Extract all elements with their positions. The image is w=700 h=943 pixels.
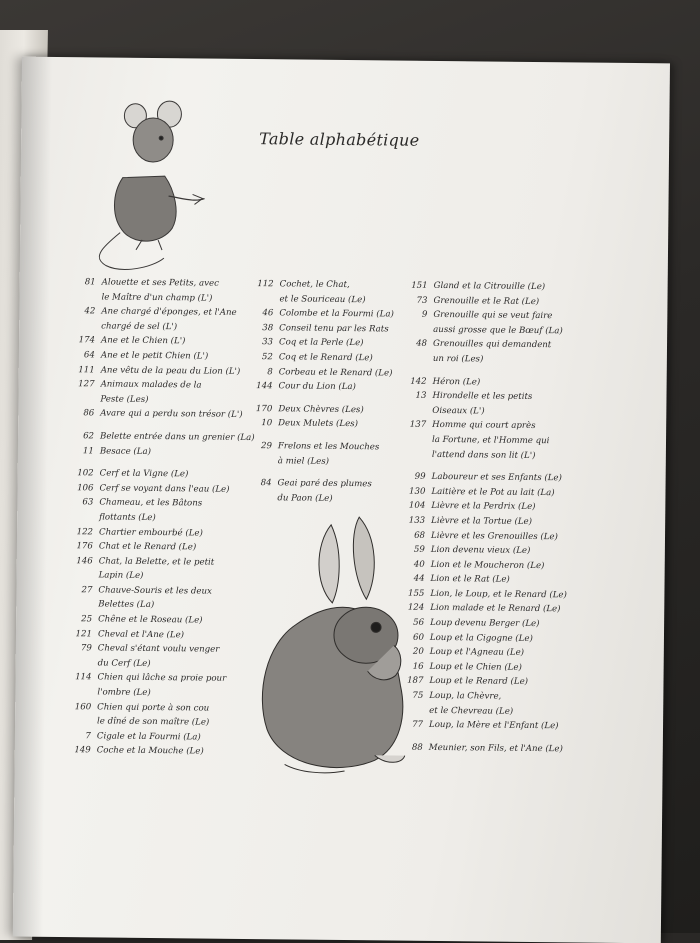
fable-title-line: chargé de sel (L'): [101, 321, 178, 333]
page-number: 122: [76, 526, 94, 537]
index-entry: [246, 379, 421, 395]
fable-title-line: et le Souriceau (Le): [279, 293, 366, 305]
fable-title-line: aussi grosse que le Bœuf (La): [433, 324, 563, 337]
fable-title-line: Coq et le Renard (Le): [278, 352, 373, 364]
page-number: 133: [408, 515, 426, 526]
fable-title-line: Belettes (La): [98, 599, 155, 611]
fable-title-line: Loup et le Renard (Le): [429, 676, 529, 688]
fable-title-line: Lapin (Le): [98, 570, 144, 582]
index-entry: [246, 439, 421, 470]
index-entry: [397, 740, 627, 757]
fable-title-line: du Paon (Le): [277, 493, 333, 504]
fable-title-line: Animaux malades de la: [100, 379, 202, 391]
fable-title-line: du Cerf (Le): [97, 658, 151, 669]
fable-title-line: Lion devenu vieux (Le): [430, 545, 531, 557]
fable-title-line: Avare qui a perdu son trésor (L'): [100, 408, 243, 421]
page-number: 146: [76, 555, 93, 567]
page-number: 7: [85, 731, 91, 742]
index-entry: [397, 689, 627, 721]
fable-title-line: Chartier embourbé (Le): [98, 526, 203, 539]
fable-title-line: Cochet, le Chat,: [279, 279, 350, 291]
fable-title-line: Grenouille qui se veut faire: [433, 310, 553, 322]
page-title: Table alphabétique: [259, 129, 420, 150]
page-number: 112: [257, 279, 274, 290]
fable-title: [429, 741, 627, 758]
fable-title-line: la Fortune, et l'Homme qui: [431, 434, 550, 447]
fable-title: [433, 337, 631, 368]
page-number: 137: [409, 420, 427, 431]
fable-title-line: Ane et le Chien (L'): [100, 335, 186, 347]
fable-title-line: Oiseaux (L'): [432, 405, 485, 417]
page-number: 176: [76, 541, 93, 552]
rabbit-illustration: [224, 514, 427, 786]
fable-title-line: Coq et la Perle (Le): [278, 337, 364, 349]
fable-title-line: Loup devenu Berger (Le): [430, 617, 540, 630]
fable-title: [433, 308, 631, 339]
fable-title-line: Ane et le petit Chien (L'): [100, 350, 209, 362]
fable-title-line: Grenouilles qui demandent: [432, 339, 552, 351]
fable-title-line: Cerf se voyant dans l'eau (Le): [99, 483, 230, 495]
fable-title-line: flottants (Le): [99, 512, 156, 523]
index-entry: [246, 416, 421, 432]
page-number: 8: [267, 366, 273, 377]
fable-title-line: Chat et le Renard (Le): [98, 541, 197, 553]
fable-title-line: Corbeau et le Renard (Le): [278, 366, 393, 379]
fable-title-line: Belette entrée dans un grenier (La): [99, 431, 255, 444]
fable-title-line: Cheval et l'Ane (Le): [97, 629, 185, 640]
page-number: 75: [412, 690, 424, 701]
page-number: 160: [74, 701, 92, 712]
page-number: 79: [80, 643, 92, 654]
fable-title-line: Cheval s'étant voulu venger: [97, 643, 220, 655]
fable-title-line: à miel (Les): [277, 455, 330, 467]
page-number: 48: [416, 339, 428, 350]
page-number: 64: [83, 350, 95, 361]
fable-title-line: Lièvre et la Tortue (Le): [431, 515, 533, 527]
page-number: 142: [410, 376, 427, 387]
fable-title: [432, 418, 630, 464]
fable-title-line: Chêne et le Roseau (Le): [98, 614, 203, 626]
book-page: [13, 57, 670, 943]
index-entry: [245, 476, 420, 507]
page-number: 56: [413, 617, 425, 628]
page-number: 170: [255, 403, 273, 414]
fable-title-line: Geai paré des plumes: [277, 478, 372, 490]
page-number: 33: [262, 337, 274, 348]
fable-title-line: Ane vêtu de la peau du Lion (L'): [100, 365, 241, 377]
fable-title-line: Hirondelle et les petits: [432, 391, 533, 403]
page-number: 46: [262, 308, 274, 319]
index-entry: [247, 277, 422, 308]
fable-title-line: Conseil tenu par les Rats: [279, 323, 389, 335]
fable-title-line: Lièvre et la Perdrix (Le): [431, 501, 536, 513]
page-number: 63: [82, 497, 94, 508]
page-number: 102: [77, 468, 94, 479]
fable-title-line: Besace (La): [99, 445, 152, 457]
index-entry: [397, 718, 627, 735]
page-number: 44: [413, 574, 425, 585]
index-column-3: [397, 279, 632, 758]
index-entry: [401, 337, 631, 369]
page-number: 130: [409, 486, 426, 497]
fable-title-line: Ane chargé d'éponges, et l'Ane: [101, 306, 237, 319]
page-number: 84: [260, 478, 272, 489]
page-number: 52: [261, 352, 273, 363]
fable-title-line: Meunier, son Fils, et l'Ane (Le): [428, 742, 563, 755]
fable-title-line: Grenouille et le Rat (Le): [433, 295, 540, 307]
fable-title-line: Homme qui court après: [432, 420, 536, 432]
fable-title: [429, 689, 627, 720]
page-number: 86: [83, 408, 95, 419]
page-number: 81: [84, 277, 96, 288]
fable-title-line: Deux Mulets (Les): [278, 418, 359, 430]
page-number: 25: [81, 614, 93, 625]
fable-title-line: l'attend dans son lit (L'): [431, 449, 536, 461]
fable-title: [432, 389, 630, 420]
index-entry: [401, 308, 631, 340]
fable-title-line: Gland et la Citrouille (Le): [433, 280, 546, 293]
fable-title-line: Héron (Le): [432, 376, 481, 387]
page-number: 77: [412, 719, 424, 731]
index-entry: [400, 418, 630, 464]
fable-title-line: Cour du Lion (La): [278, 381, 356, 393]
page-number: 20: [412, 646, 424, 658]
page-number: 111: [78, 364, 95, 375]
page-number: 60: [412, 632, 425, 643]
page-number: 40: [413, 559, 425, 570]
page-number: 29: [260, 441, 273, 452]
fable-title-line: et le Chevreau (Le): [429, 705, 514, 717]
fable-title-line: Loup et l'Agneau (Le): [429, 647, 525, 659]
page-number: 16: [412, 661, 424, 672]
page-number: 144: [256, 381, 273, 392]
page-number: 151: [411, 280, 428, 291]
page-number: 11: [82, 445, 94, 456]
page-number: 59: [413, 544, 425, 555]
page-number: 9: [421, 309, 428, 321]
index-entry: [400, 389, 630, 421]
page-number: 88: [411, 742, 423, 753]
mouse-illustration: [82, 97, 224, 278]
fable-title-line: Peste (Les): [100, 394, 149, 405]
page-number: 114: [75, 672, 92, 683]
fable-title-line: Lion malade et le Renard (Le): [430, 603, 561, 615]
page-number: 73: [416, 295, 428, 306]
fable-title-line: Chien qui porte à son cou: [97, 702, 210, 714]
page-number: 27: [81, 585, 93, 596]
page-number: 174: [78, 335, 96, 346]
page-number: 127: [78, 379, 95, 390]
fable-title-line: Laitière et le Pot au lait (La): [431, 486, 555, 498]
page-number: 38: [262, 322, 274, 334]
page-number: 104: [408, 500, 426, 512]
fable-title-line: Alouette et ses Petits, avec: [101, 277, 219, 289]
fable-title-line: Cerf et la Vigne (Le): [99, 468, 189, 480]
fable-title-line: Loup, la Mère et l'Enfant (Le): [428, 720, 559, 732]
page-number: 99: [414, 471, 426, 482]
fable-title-line: Chien qui lâche sa proie pour: [97, 672, 227, 685]
fable-title-line: Chameau, et les Bâtons: [99, 497, 203, 509]
fable-title-line: Chat, la Belette, et le petit: [98, 556, 215, 568]
page-number: 106: [77, 482, 94, 494]
page-number: 124: [407, 603, 425, 614]
fable-title-line: un roi (Les): [432, 353, 484, 365]
fable-title-line: Cigale et la Fourmi (La): [96, 731, 201, 743]
fable-title-line: l'ombre (Le): [97, 687, 151, 699]
fable-title-line: Loup et le Chien (Le): [429, 661, 522, 673]
fable-title-line: Loup, la Chèvre,: [429, 690, 502, 702]
page-number: 10: [261, 418, 273, 429]
fable-title-line: le dîné de son maître (Le): [97, 716, 210, 728]
fable-title-line: le Maître d'un champ (L'): [101, 292, 213, 304]
fable-title-line: Deux Chèvres (Les): [278, 404, 364, 415]
fable-title-line: Laboureur et ses Enfants (Le): [431, 472, 562, 484]
page-number: 68: [414, 530, 426, 541]
fable-title-line: Lièvre et les Grenouilles (Le): [430, 530, 558, 542]
fable-title-line: Chauve-Souris et les deux: [98, 585, 212, 597]
fable-title-line: Frelons et les Mouches: [277, 441, 380, 453]
fable-title-line: Coche et la Mouche (Le): [96, 745, 204, 757]
page-number: 155: [407, 588, 425, 599]
fable-title-line: Loup et la Cigogne (Le): [429, 632, 533, 644]
page-number: 62: [83, 431, 95, 442]
fable-title: [429, 718, 627, 735]
page-number: 187: [407, 676, 424, 687]
index-column-2: [245, 277, 422, 507]
page-number: 42: [84, 306, 96, 317]
page-number: 13: [415, 390, 427, 402]
page-number: 121: [75, 628, 93, 640]
fable-title-line: Lion et le Rat (Le): [430, 574, 510, 586]
page-number: 149: [74, 745, 91, 756]
fable-title-line: Colombe et la Fourmi (La): [279, 308, 394, 320]
fable-title-line: Lion, le Loup, et le Renard (Le): [430, 588, 567, 601]
fable-title-line: Lion et le Moucheron (Le): [430, 559, 545, 571]
